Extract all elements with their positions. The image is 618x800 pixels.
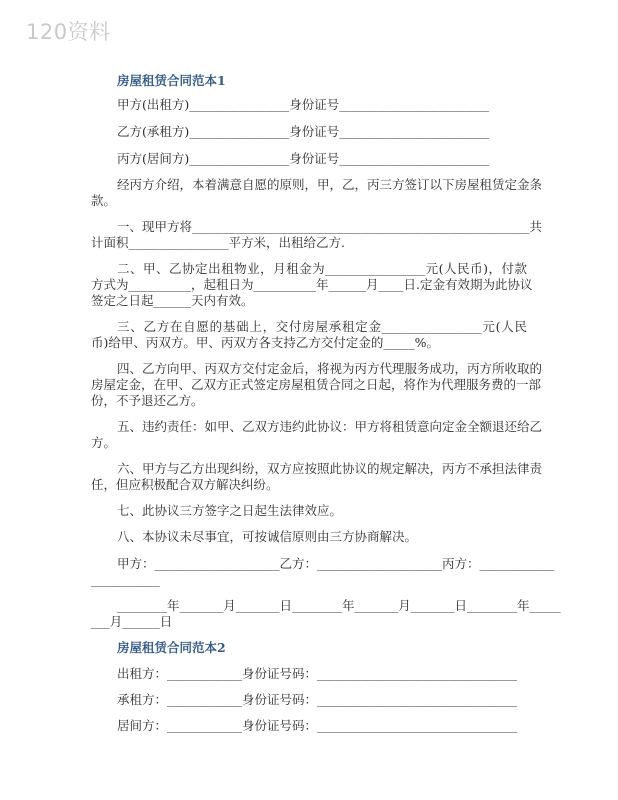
- watermark: 120资料: [26, 20, 111, 44]
- section-1-title: 房屋租赁合同范本1: [117, 73, 226, 88]
- party-a-line: 甲方(出租方)________________身份证号________________________: [117, 97, 490, 112]
- intro-line-2: 款。: [91, 193, 117, 208]
- clause-3-line-2: 币)给甲、丙双方。甲、丙双方各支持乙方交付定金的_____%。: [91, 335, 440, 350]
- section-2-title: 房屋租赁合同范本2: [117, 640, 226, 655]
- signature-line-2: ___________: [91, 572, 160, 587]
- signature-line-1: 甲方：____________________乙方：____________________丙方：____________: [117, 556, 555, 571]
- intro-line-1: 经丙方介绍，本着满意自愿的原则，甲，乙，丙三方签订以下房屋租赁定金条: [117, 177, 543, 192]
- clause-4-line-3: 份，不予退还乙方。: [91, 393, 204, 408]
- lessee-line: 承租方：____________身份证号码：________________________________: [117, 692, 518, 707]
- clause-1-line-1: 一、现甲方将______________________________________________________共: [117, 219, 543, 234]
- party-b-line: 乙方(承租方)________________身份证号________________________: [117, 124, 490, 139]
- clause-2-line-1: 二、甲、乙协定出租物业，月租金为________________元(人民币)，付款: [117, 261, 527, 276]
- clause-4-line-1: 四、乙方向甲、丙双方交付定金后，将视为丙方代理服务成功，丙方所收取的: [117, 361, 543, 376]
- clause-2-line-3: 签定之日起______天内有效。: [91, 293, 254, 308]
- date-line-2: ___月______日: [91, 614, 173, 629]
- clause-5-line-2: 方。: [91, 435, 117, 450]
- clause-1-line-2: 计面积________________平方米，出租给乙方.: [91, 235, 345, 250]
- intermediary-line: 居间方：____________身份证号码：________________________________: [117, 718, 518, 733]
- clause-5-line-1: 五、违约责任：如甲、乙双方违约此协议：甲方将租赁意向定金全额退还给乙: [117, 419, 543, 434]
- clause-6-line-2: 任，但应积极配合双方解决纠纷。: [91, 477, 279, 492]
- clause-7: 七、此协议三方签字之日起生法律效应。: [117, 503, 343, 518]
- clause-3-line-1: 三、乙方在自愿的基础上，交付房屋承租定金________________元(人民: [117, 319, 527, 334]
- date-line-1: ________年_______月_______日________年_______月_______日________年_____: [117, 598, 561, 613]
- clause-8: 八、本协议未尽事宜，可按诚信原则由三方协商解决。: [117, 529, 418, 544]
- party-c-line: 丙方(居间方)________________身份证号________________________: [117, 151, 490, 166]
- lessor-line: 出租方：____________身份证号码：________________________________: [117, 666, 518, 681]
- clause-4-line-2: 房屋定金，在甲、乙双方正式签定房屋租赁合同之日起，将作为代理服务费的一部: [91, 377, 542, 392]
- clause-6-line-1: 六、甲方与乙方出现纠纷，双方应按照此协议的规定解决，丙方不承担法律责: [117, 461, 543, 476]
- clause-2-line-2: 方式为__________，起租日为__________年______月____日.定金有效期为此协议: [91, 277, 533, 292]
